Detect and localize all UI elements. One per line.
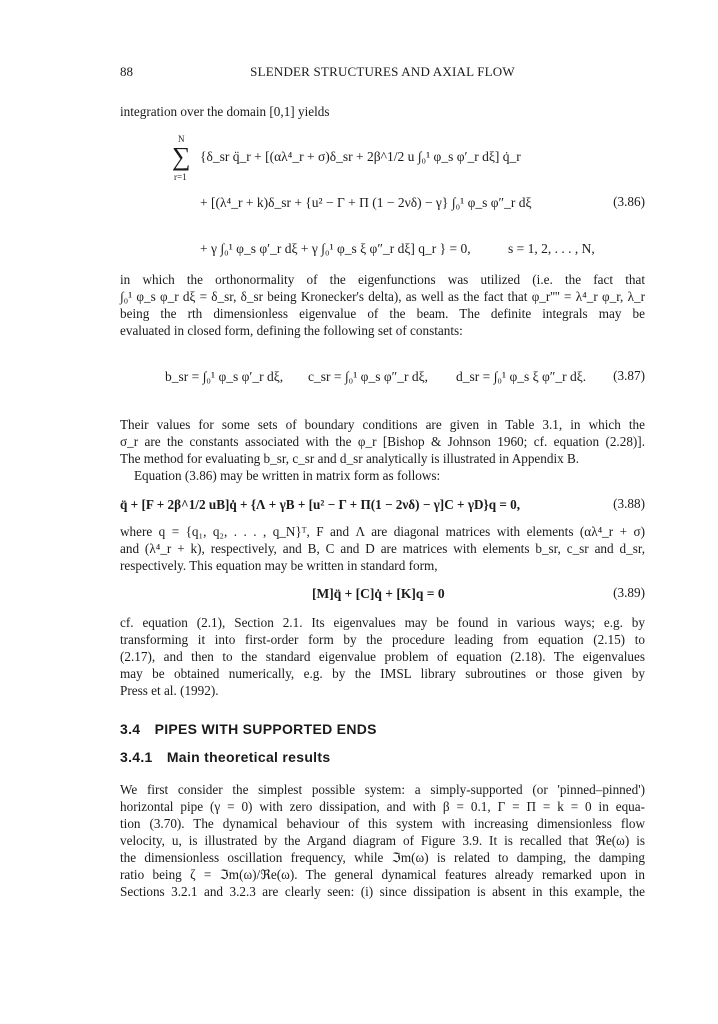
running-title: SLENDER STRUCTURES AND AXIAL FLOW [250,64,515,79]
subsection-title: Main theoretical results [166,749,331,765]
text-line: σ_r are the constants associated with the φ_r [Bishop & Johnson 1960; cf. equation (2.28)]. [120,434,645,449]
text-line: may be obtained numerically, e.g. by the IMSL library subroutines or those given by [120,666,645,681]
eq-b-sr: b_sr = ∫₀¹ φ_s φ′_r dξ, [165,369,284,384]
page-number: 88 [120,64,133,79]
text-line: Sections 3.2.1 and 3.2.3 are clearly seen: (i) since dissipation is absent in this example, the [120,884,645,899]
text-line: Their values for some sets of boundary conditions are given in Table 3.1, in which the [120,417,645,432]
text-line: and (λ⁴_r + k), respectively, and B, C and D are matrices with elements b_sr, c_sr and d_sr, [120,541,645,556]
eq-3-86-line-2: + [(λ⁴_r + k)δ_sr + {u² − Γ + Π (1 − 2νδ) − γ} ∫₀¹ φ_s φ″_r dξ [200,195,532,210]
text-line: Press et al. (1992). [120,683,219,698]
section-number: 3.4 [120,721,141,737]
eq-3-89-number: (3.89) [613,585,645,600]
text-line: velocity, u, is illustrated by the Argand diagram of Figure 3.9. It is recalled that ℜe(ω) is [120,833,645,848]
sum-lower-limit: r=1 [174,172,187,182]
eq-3-87-number: (3.87) [613,368,645,383]
text-line: in which the orthonormality of the eigenfunctions was utilized (i.e. the fact that [120,272,645,287]
text-line: being the rth dimensionless eigenvalue of the beam. The definite integrals may be [120,306,645,321]
sum-symbol: ∑ [172,142,191,171]
text-line: transforming it into first-order form by the procedure leading from equation (2.15) to [120,632,645,647]
section-heading [120,721,377,737]
eq-3-88-body: q̈ + [F + 2β^1/2 uB]q̇ + {Λ + γB + [u² − Γ + Π(1 − 2νδ) − γ]C + γD}q = 0, [120,497,521,512]
eq-3-86-range: s = 1, 2, . . . , N, [508,241,595,256]
text-line: evaluated in closed form, defining the following set of constants: [120,323,463,338]
eq-d-sr: d_sr = ∫₀¹ φ_s ξ φ″_r dξ. [456,369,587,384]
eq-c-sr: c_sr = ∫₀¹ φ_s φ″_r dξ, [308,369,429,384]
text-line: We first consider the simplest possible system: a simply-supported (or 'pinned–pinned') [120,782,645,797]
text-line: tion (3.70). The dynamical behaviour of this system with increasing dimensionless flow [120,816,645,831]
text-line: cf. equation (2.1), Section 2.1. Its eigenvalues may be found in various ways; e.g. by [120,615,645,630]
section-title: PIPES WITH SUPPORTED ENDS [154,721,377,737]
text-line: ∫₀¹ φ_s φ_r dξ = δ_sr, δ_sr being Kronecker's delta), as well as the fact that φ_r'''' = λ⁴_r φ_r, λ_r [120,289,645,304]
eq-3-89-body: [M]q̈ + [C]q̇ + [K]q = 0 [312,586,445,601]
intro-line: integration over the domain [0,1] yields [120,104,330,119]
text-line: The method for evaluating b_sr, c_sr and d_sr analytically is illustrated in Appendix B. [120,451,580,466]
text-line: ratio being ζ = ℑm(ω)/ℜe(ω). The general dynamical features already remarked upon in [120,867,645,882]
text-line: the dimensionless oscillation frequency, while ℑm(ω) is related to damping, the damping [120,850,645,865]
eq-3-88-number: (3.88) [613,496,645,511]
text-line: where q = {q₁, q₂, . . . , q_N}ᵀ, F and Λ are diagonal matrices with elements (αλ⁴_r + σ) [120,524,645,539]
text-line: horizontal pipe (γ = 0) with zero dissipation, and with β = 0.1, Γ = Π = k = 0 in equa- [120,799,645,814]
text-line: respectively. This equation may be written in standard form, [120,558,438,573]
subsection-number: 3.4.1 [120,749,153,765]
eq-3-86-line-1: {δ_sr q̈_r + [(αλ⁴_r + σ)δ_sr + 2β^1/2 u ∫₀¹ φ_s φ′_r dξ] q̇_r [200,149,521,164]
text-line: (2.17), and then to the standard eigenvalue problem of equation (2.18). The eigenvalues [120,649,645,664]
eq-3-86-number: (3.86) [613,194,645,209]
text-line: Equation (3.86) may be written in matrix form as follows: [134,468,441,483]
sum-upper-limit: N [178,134,185,144]
eq-3-86-line-3: + γ ∫₀¹ φ_s φ′_r dξ + γ ∫₀¹ φ_s ξ φ″_r dξ] q_r } = 0, [200,241,471,256]
running-header [120,64,645,84]
subsection-heading [120,749,330,765]
